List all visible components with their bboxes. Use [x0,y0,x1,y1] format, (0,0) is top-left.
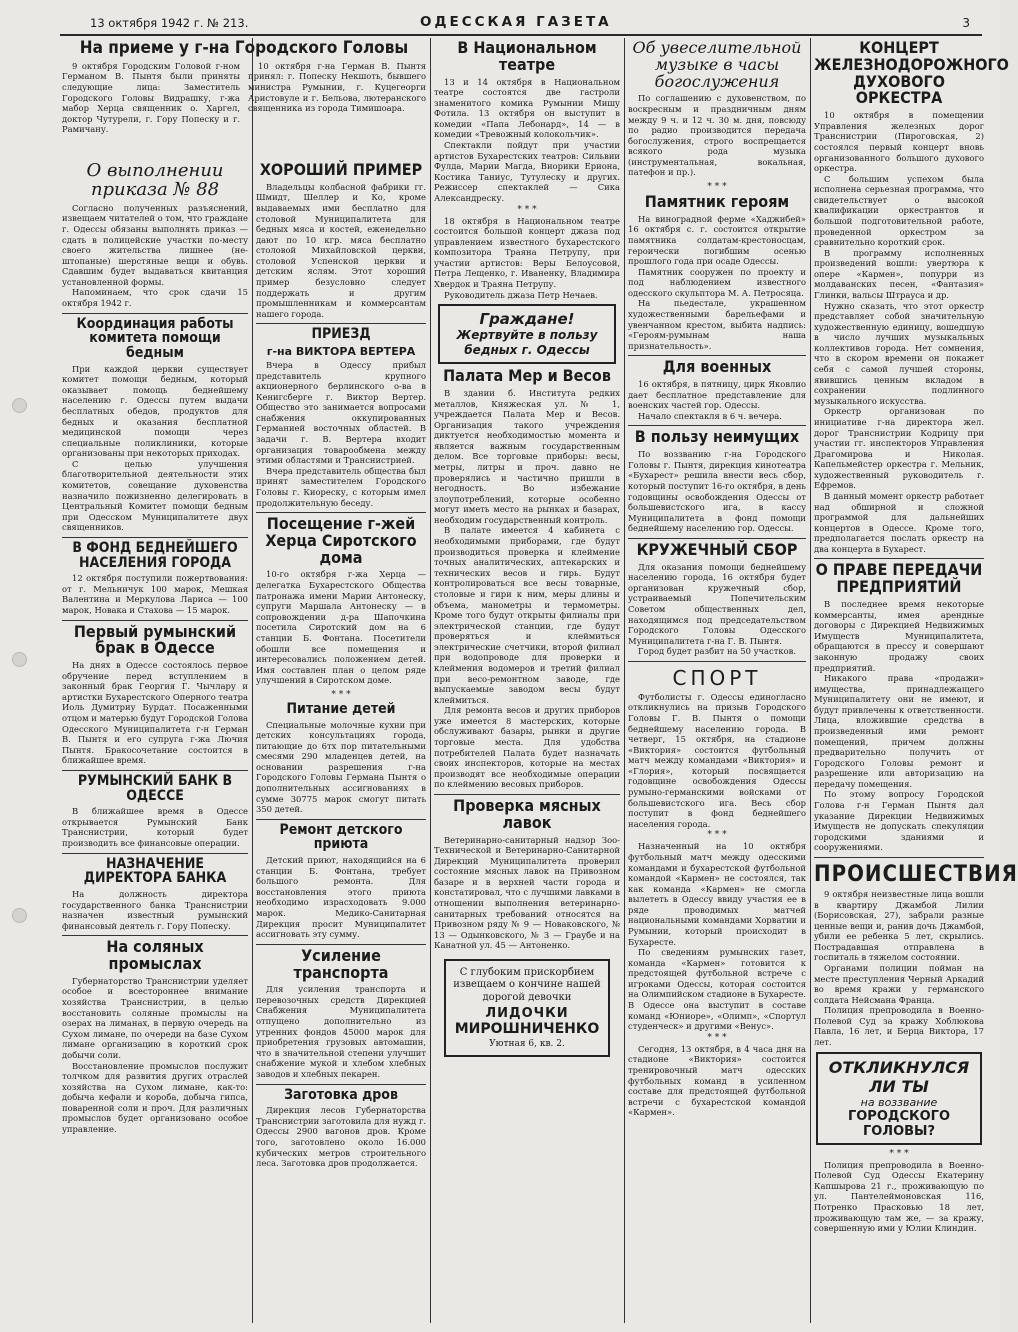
article-title: Для военных [662,357,772,377]
article-text: По этому вопросу Городской Голова г-н Герман Пынтя дал указание Дирекции Недвижимых Имуществ не допускать спекуляции городскими зданиями и сооружениями. [814,789,984,853]
obituary-address: Уютная 6, кв. 2. [489,1039,565,1050]
headline-reception: На приеме у г-на Городского Головы [79,38,409,58]
reception-right-text: 10 октября г-на Герман В. Пынтя принял: г. Попеску Некшоть, бывшего министра Румынии, г. Куцегеорги Аристовуле и г. Бельова, лютеранского священника из города Тимишоара. [248,60,426,114]
column-5 [814,38,1018,1323]
article-divider [628,538,806,539]
appeal-text: Жертвуйте в пользу бедных г. Одессы [456,328,598,358]
article-text: С большим успехом была исполнена серьезная программа, что свидетельствует о высокой квалификации оркестрантов и большой подготовительной работе, проведенной оркестром за сравнительно короткий срок. [814,173,984,248]
article-text: Руководитель джаза Петр Нечаев. [444,289,598,300]
article-transport [256,945,426,1080]
article-romanian-bank [62,774,248,849]
article-title: Питание детей [286,700,396,717]
column-rule [430,38,431,1323]
masthead-rule [60,34,982,36]
article-text: Город будет разбит на 50 участков. [638,646,797,657]
article-text: По соглашению с духовенством, по воскресным и праздничным дням между 9 ч. и 12 ч. 30 м. дня, повсюду по радио производится передача богослужения, строго воспрещается всякого рода музыка (инструментальная, вокальная, патефон и пр.). [628,93,806,178]
article-text: Вчера в Одессу прибыл представитель крупного акционерного берлинского о-ва в Кенигсберге г. Виктор Вертер. Общество это занимается вопросами снабжения оккупированных Германией восточных областей. В задачи г. В. Вертера входит организация товарообмена между этими областями и Транснистрией. [256,360,426,466]
column-3 [434,38,620,1323]
donation-appeal-box [438,304,616,364]
article-werther-arrival [256,327,426,508]
article-text: Для усиления транспорта и перевозочных средств Дирекцией Снабжения Муниципалитета отпущено дополнительно из утренних фондов 45000 марок для приобретения грузовых автомашин, что в значительной степени улучшит снабжение мукой и хлебом хлебных заводов и хлебных пекарен. [256,984,426,1079]
article-divider [256,1084,426,1085]
article-text: Никакого права «продажи» имущества, принадлежащего Муниципалитету они не имеют, и будут привлечены к ответственности. Лица, вложившие средства в произведенный ими ремонт помещений, причем должны предварительно получить от Городского Головы ремонт и разрешение или авторизацию на передачу помещения. [814,673,984,789]
article-divider [628,661,806,662]
article-text: На виноградной ферме «Хаджибей» 16 октября с. г. состоится открытие памятника солдатам-крестоносцам, героически погибшим осенью прошлого года при осаде Одессы. [628,213,806,267]
article-text: 18 октября в Национальном театре состоится большой концерт джаза под управлением известного бухарестского композитора Траяна Петрупу, при участии артистов: Веры Белоусовой, Петра Лещенко, г. Иваненку, Владимира Хвердок и Траяна Петрупу. [434,215,620,289]
article-national-theatre [434,40,620,300]
article-title: Палата Мер и Весов [443,366,611,386]
article-child-nutrition [256,702,426,815]
article-text: Согласно полученных разъяснений, извещаем читателей о том, что граждане г. Одессы обязаны выполнять приказ — сдать в полицейские участки по-месту своего жительства лишнее (не-штопаные) шерстяные вещи и обувь. Сдавшим будет выдаваться квитанция установленной формы. [62,202,248,287]
article-title: О ПРАВЕ ПЕРЕДАЧИ ПРЕДПРИЯТИЙ [815,560,983,597]
article-weights-measures [434,368,620,790]
article-title: КРУЖЕЧНЫЙ СБОР [636,539,798,559]
article-text: С целью улучшения благотворительной деятельности этих комитетов, совещание духовенства назначило пожизненно делегировать в Центральный Комитет помощи бедным при Одесском Муниципалитете двух священников. [62,458,248,533]
article-text: В палате имеется 4 кабинета с необходимыми приборами, где будут производиться проверка и клеймение точных аналитических, аптекарских и технических весов и гирь. Будут контролироваться все весы товарные, столовые и гири к ним, меры длины и объема, манометры и термометры. Кроме того будут открыты филиалы при электрической станции, где будут проверяться и клеймиться электрические счетчики, второй филиал при водопроводе для проверки и клеймения водомеров и третий филиал при весо-ремонтном заводе, где выпускаемые заводом весы будут клеймиться. [434,525,620,705]
article-text: В последнее время некоторые коммерсанты, имея арендные договоры с Дирекцией Недвижимых Имуществ Муниципалитета, обращаются в прессу и совершают законную продажу своих предприятий. [814,599,984,673]
article-text: 16 октября, в пятницу, цирк Яковлио дает бесплатное представление для военских частей гор. Одессы. [628,379,806,411]
article-title: Координация работы комитета помощи бедным [76,315,234,361]
column-rule [810,38,811,1323]
article-heroes-monument [628,194,806,351]
article-poor-committee [62,317,248,533]
article-divider [62,537,248,538]
article-text: Начало спектакля в 6 ч. вечера. [638,410,782,421]
article-title: Проверка мясных лавок [453,795,601,832]
article-good-example [256,162,426,319]
article-title: Об увеселительной музыке в часы богослужения [632,38,802,91]
article-title: ХОРОШИЙ ПРИМЕР [259,160,423,179]
obituary-name: ЛИДОЧКИ [485,1006,569,1022]
article-text: Футболисты г. Одессы единогласно откликнулись на призыв Городского Головы Г. В. Пынтя о помощи беднейшему населению города. В четверг, 15 октября, на стадионе «Виктория» состоится футбольный матч между командами «Виктория» и «Глория», который посвящается годовщине освобождения Одессы румыно-германскими войсками от большевистского ига. Весь сбор поступит в фонд беднейшего населения города. [628,691,806,829]
article-title: Ремонт детского приюта [279,821,403,853]
article-title: КОНЦЕРТ ЖЕЛЕЗНОДОРОЖНОГО ДУХОВОГО ОРКЕСТРА [814,38,1009,108]
article-mug-collection [628,539,806,657]
newspaper-title: ОДЕССКАЯ ГАЗЕТА [420,14,612,30]
reception-article [62,61,426,135]
article-fund [62,541,248,616]
column-rule [624,38,625,1323]
article-text: Губернаторство Транснистрии уделяет особое и всестороннее внимание хозяйства Транснистрии, в целью восстановить соляные промыслы на озерах на лиманах, в первую очередь на Сухом лимане, по очереди на базе Сухом лимане организацию в короткий срок добычи соли. [62,975,248,1060]
column-1 [62,160,248,1323]
article-divider [62,853,248,854]
ornament: * * * [707,182,727,193]
article-railway-concert [814,38,1009,554]
obituary-text: С глубоким прискорбием извещаем о кончине нашей дорогой девочки [453,966,601,1003]
article-divider [814,558,984,559]
obituary-notice [444,959,610,1058]
article-title: ПРОИСШЕСТВИЯ [814,861,1018,887]
article-text: 12 октября поступили пожертвования: от г. Мельничук 100 марок, Мешкая Валентина и Меркулова Лариса — 100 марок, Новака и Стахова — 15 марок. [62,573,248,615]
article-text: 10 октября в помещении Управления железных дорог Транснистрии (Пироговская, 2) состоялся первый концерт вновь организованного большого духового оркестра. [814,110,984,174]
punch-hole-mark [12,908,27,923]
article-text: На должность директора государственного банка Транснистрии назначен известный румынский финансовый деятель г. Гору Попеску. [62,889,248,931]
article-text: Вчера представитель общества был принят заместителем Городского Головы г. Киореску, с которым имел продолжительную беседу. [256,465,426,508]
article-order-88 [62,162,248,309]
article-text: В программу исполненных произведений вошли: увертюра к опере «Кармен», попурри из молдаванских песен, «Фантазия» Глинки, вальсы Штрауса и др. [814,247,984,301]
article-title: Памятник героям [644,192,790,212]
article-title: ПРИЕЗД [311,326,371,343]
appeal-heading: ОТКЛИКНУЛСЯ ЛИ ТЫ [828,1057,970,1096]
article-title: НАЗНАЧЕНИЕ ДИРЕКТОРА БАНКА [83,855,227,887]
obituary-surname: МИРОШНИЧЕНКО [454,1021,600,1038]
article-title: СПОРТ [672,665,762,690]
article-title: Усиление транспорта [293,945,389,982]
article-text: Для оказания помощи беднейшему населению города, 16 октября будет организован кружечный сбор, устраиваемый Попечительским Советом общественных дел, находящимся под председательством Городского Головы Одесского Муниципалитета г-на Г. В. Пынтя. [628,561,806,646]
article-subtitle: г-на ВИКТОРА ВЕРТЕРА [266,345,416,358]
article-text: Назначенный на 10 октября футбольный матч между одесскими командами и бухарестской футбольной командой «Кармен» не состоялся, так как команда «Кармен» не смогла вылететь в Одессу ввиду участия ее в ряде проводимых матчей национальными командами Хорватии и Румынии, который происходит в Бухаресте. [628,841,806,947]
article-text: Восстановление промыслов послужит толчком для развития других отраслей хозяйства на Сухом лимане, как-то: добыча кефали и короба, добыча гипса, поваренной соли и проч. Для различных промыслов будет организовано особое управление. [62,1060,248,1134]
article-title: РУМЫНСКИЙ БАНК В ОДЕССЕ [77,772,233,804]
article-for-military [628,359,806,421]
article-title: В пользу неимущих [634,427,800,447]
article-title: В ФОНД БЕДНЕЙШЕГО НАСЕЛЕНИЯ ГОРОДА [72,539,238,571]
article-orphanage-repair [256,823,426,940]
ornament: * * * [707,1032,727,1043]
article-divider [814,857,984,858]
article-title: Посещение г-жей Херца Сиротского дома [265,514,417,567]
article-text: Дирекция лесов Губернаторства Транснистрии заготовила для нужд г. Одессы 2900 вагонов дров. Кроме того, заготовлено около 16.000 кубических метров строительного леса. Заготовка дров продолжается. [256,1105,426,1169]
article-title: Заготовка дров [284,1086,398,1103]
article-text: По воззванию г-на Городского Головы г. Пынтя, дирекция кинотеатра «Бухарест» решила внести весь сбор, который поступит 16-го октября, в день годовщины освобождения Одессы от большевистского ига, в кассу Муниципалитета в фонд помощи беднейшему населению гор. Одессы. [628,449,806,534]
article-sport [628,666,806,1118]
article-title: На соляных промыслах [106,937,204,974]
article-text: В ближайшее время в Одессе открывается Румынский Банк Транснистрии, который будет производить все финансовые операции. [62,806,248,849]
article-text: Владельцы колбасной фабрики гг. Шмидт, Шеллер и Ко, кроме выдаваемых ими бесплатно для столовой Муниципалитета для бедных мяса и костей, еженедельно дают по 10 кгр. мяса бесплатно столовой Михайловской церкви, столовой Успенской церкви и детским яслям. Этот хороший пример безусловно следует поддержать и другим промышленникам и коммерсантам нашего города. [256,181,426,319]
article-orphanage-visit [256,516,426,686]
article-title: Первый румынский брак в Одессе [73,621,237,658]
article-divider [62,620,248,621]
article-music-during-service [628,40,806,178]
article-divider [256,819,426,820]
article-text: Спектакли пойдут при участии артистов Бухарестских театров: Сильвии Фулда, Марии Магда, Виорики Ериона, Костика Таниус, Тутулеску и других. Режиссер спектаклей — Сика Александреску. [434,140,620,203]
article-text: При каждой церкви существует комитет помощи бедным, который оказывает помощь беднейшему населению г. Одессы путем выдачи бесплатных обедов, продуктов для бедных и оказания бесплатной медицинской помощи через специальные поликлиники, которые организованы при некоторых приходах. [62,363,248,459]
article-divider [434,794,620,795]
response-appeal-box [816,1052,982,1145]
column-4 [628,38,806,1323]
article-title: В Национальном театре [457,38,597,74]
ornament: * * * [889,1148,909,1159]
article-text: На пьедестале, украшенном художественными барельефами и увенчанном крестом, выбита надпись: «Героям-румынам наша признательность». [628,298,806,351]
column-2 [256,160,426,1323]
article-text: Нужно сказать, что этот оркестр представляет собой значительную художественную единицу, вошедшую в число лучших музыкальных коллективов города. Нет сомнения, что в скором времени он покажет себя с самой лучшей стороны, явившись ценным вкладом в сохранении подлинного музыкального искусства. [814,300,984,406]
appeal-heading: Граждане! [479,310,575,329]
article-divider [628,425,806,426]
article-text: Ветеринарно-санитарный надзор Зоо-Технической и Ветеринарно-Санитарной Дирекций Муниципалитета проверил состояние мясных лавок на Привозном базаре и в верхней части города и констатировал, что с лучшими лавками в отношении выполнения ветеринарно-санитарных требований относятся на Привозном ряду № 9 — Новаковского, № 13 — Одынковского, № 3 — Граубе и на Канатной ул. 45 — Антоненко. [434,834,620,951]
article-text: Детский приют, находящийся на 6 станции Б. Фонтана, требует большого ремонта. Для восстановления этого приюта необходимо израсходовать 9.000 марок. Медико-Санитарная Дирекция просит Муниципалитет ассигновать эту сумму. [256,855,426,940]
page-number: 3 [962,16,970,30]
ornament: * * * [517,204,537,215]
article-meat-shops [434,795,620,951]
article-divider [62,770,248,771]
article-incidents [814,861,1018,1048]
article-divider [256,944,426,945]
article-firewood [256,1088,426,1169]
article-for-needy [628,429,806,533]
article-text: Полиция препроводила в Военно-Полевой Суд Одессы Екатерину Капшырова 21 г., проживающую по ул. Пантелеймоновская 116, Потренко Прасковью 18 лет, проживающую там же, — за кражу, совершенную ими у Юлии Клиндин. [814,1159,984,1234]
article-divider [62,935,248,936]
appeal-subtext: на воззвание [860,1095,938,1109]
article-first-marriage [62,621,248,766]
article-text: Напоминаем, что срок сдачи 15 октября 1942 г. [62,287,248,308]
article-text: Памятник сооружен по проекту и под наблюдением известного одесского скульптора М. А. Петросяца. [628,266,806,298]
reception-left-text: 9 октября Городским Головой г-ном Германом В. Пынтя были приняты следующие лица: Заместитель Городского Головы Видрашку, г-жа мабор Херца священник о. Харгел, доктор Чутурели, г. Гору Попеску и г. Рамичану. [62,60,240,135]
ornament: * * * [331,689,351,700]
article-divider [256,512,426,513]
punch-hole-mark [12,652,27,667]
article-text: На днях в Одессе состоялось первое обручение перед вступлением в законный брак Георгия Г. Чычлару и артистки Бухарестского Оперного театра Иоль Думитриу Бурдат. Посаженными отцом и матерью будут Городской Голова Одесского Муниципалитета г-н Герман В. Пынтя и его супруга г-жа Лючия Пынтя. Бракосочетание состоится в ближайшее время. [62,660,248,766]
masthead [90,14,970,34]
article-bank-director [62,857,248,932]
article-text: Сегодня, 13 октября, в 4 часа дня на стадионе «Виктория» состоится тренировочный матч одесских футбольных команд в усиленном составе для предстоящей футбольной встречи с бухарестской командой «Кармен». [628,1043,806,1118]
issue-date: 13 октября 1942 г. № 213. [90,16,249,30]
article-text: 10-го октября г-жа Херца — делегатка Бухарестского Общества патронажа имени Марии Антонеску, супруги Маршала Антонеску — в сопровождении д-ра Шапочкина посетила Сиротский дом на 6 станции Б. Фонтана. Посетители обошли все помещения и интересовались положением детей. Имя составлен план о целом ряде улучшений в Сиротском доме. [256,569,426,686]
article-divider [256,323,426,324]
article-divider [628,355,806,356]
article-text: 13 и 14 октября в Национальном театре состоятся две гастроли знаменитого комика Румынии Мишу Фотила. 13 октября он выступит в комедии «Папа Лебонард», 14 — в комедии «Тревожный колокольчик». [434,76,620,140]
article-salt-works [62,939,248,1134]
punch-hole-mark [12,398,27,413]
article-text: В здании б. Института редких металлов, Княжеская ул. № 1, учреждается Палата Мер и Весов. Организация такого учреждения диктуется необходимостью момента и является важным государственным делом. Все торговые приборы: весы, метры, литры и проч. давно не проверялись и частично пришли в негодность. Во избежание злоупотреблений, которые особенно могут иметь место на рынках и базарах, необходим государственный контроль. [434,387,620,525]
article-text: Оркестр организован по инициативе г-на директора жел. дорог Транснистрии Кодрицу при участии гг. инспекторов Управления Драгомирова и Николая. Капельмейстер оркестра г. Мельник, художественный руководитель г. Ефремов. [814,406,984,491]
ornament: * * * [707,830,727,841]
appeal-footer: ГОРОДСКОГО ГОЛОВЫ? [847,1108,951,1139]
article-text: Органами полиции пойман на месте преступления Черный Аркадий во время кражи у германского солдата Нейсмана Франца. [814,962,984,1005]
article-text: Полиция препроводила в Военно-Полевой Суд за кражу Хоблюкова Павла, 16 лет, и Берца Виктора, 17 лет. [814,1005,984,1048]
article-text: Для ремонта весов и других приборов уже имеется 8 мастерских, которые обслуживают базары, рынки и другие торговые места. Для удобства потребителей Палата будет назначать своих инспекторов, которые на местах производят все необходимые операции по клеймению весовых приборов. [434,705,620,790]
article-text: В данный момент оркестр работает над обширной и сложной программой для дальнейших концертов в Одессе. Кроме того, предполагается послать оркестр на два концерта в Бухарест. [814,491,984,554]
article-transfer-rights [814,562,984,852]
article-text: Специальные молочные кухни при детских консультациях города, питающие до 6тх пор питательными смесями 290 младенцев детей, на основании разрешения г-на Городского Головы Германа Пынтя о дополнительных ассигнованиях в сумме 30775 марок смогут питать 350 детей. [256,719,426,815]
article-divider [62,313,248,314]
article-text: По сведениям румынских газет, команда «Кармен» готовится к предстоящей футбольной встрече с игроками Одессы, которая состоится на Олимпийском стадионе в Бухаресте. В Одессе она выступит в составе команд «Юниоре», «Олимп», «Спортул студенческ» и другими «Венус». [628,947,806,1032]
article-title: О выполнении приказа № 88 [86,160,224,200]
article-text: 9 октября неизвестные лица вошли в квартиру Джамбой Лилии (Борисовская, 27), забрали разные ценные вещи и, ранив дочь Джамбой, убили ее ребенка 5 лет, скрылись. Пострадавшая отправлена в госпиталь в тяжелом состоянии. [814,888,984,963]
